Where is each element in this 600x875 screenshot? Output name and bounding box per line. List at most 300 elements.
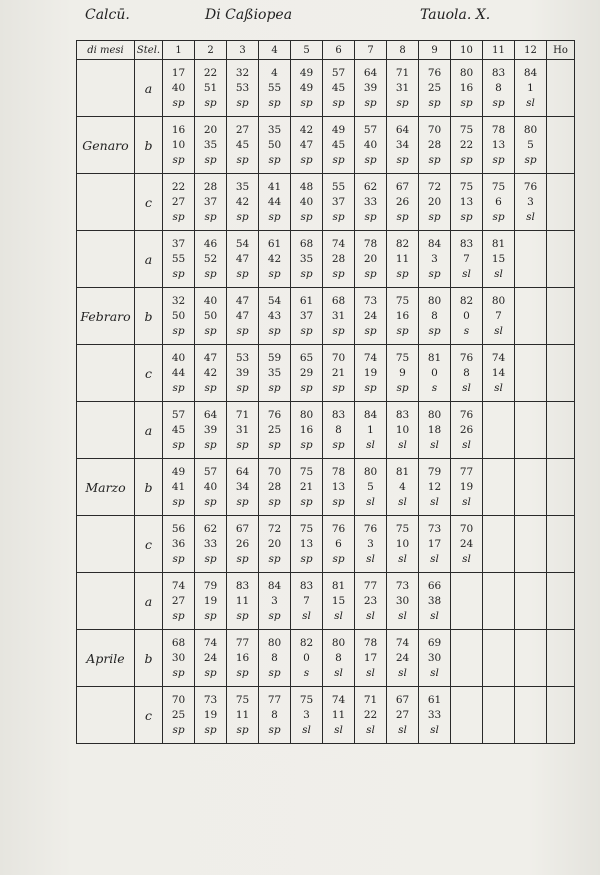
azimuth-value: 9: [399, 366, 406, 379]
value-cell: [483, 687, 515, 744]
empty-cell: [547, 117, 575, 174]
altitude-value: 57: [171, 408, 186, 421]
altitude-value: 74: [203, 636, 218, 649]
value-cell: [259, 288, 291, 345]
altitude-value: 80: [427, 408, 442, 421]
value-cell: [419, 516, 451, 573]
altitude-value: 57: [363, 123, 378, 136]
direction-abbrev: sl: [302, 609, 311, 622]
altitude-value: 54: [235, 237, 250, 250]
altitude-value: 79: [203, 579, 218, 592]
value-cell: [323, 687, 355, 744]
altitude-value: 75: [459, 180, 474, 193]
table-row: [77, 60, 575, 117]
direction-abbrev: sp: [172, 324, 185, 337]
table-row: [77, 117, 575, 174]
azimuth-value: 53: [235, 81, 250, 94]
direction-abbrev: sp: [236, 96, 249, 109]
direction-abbrev: sp: [332, 381, 345, 394]
direction-abbrev: s: [303, 666, 310, 679]
altitude-value: 68: [299, 237, 314, 250]
azimuth-value: 13: [491, 138, 506, 151]
altitude-value: 54: [267, 294, 282, 307]
direction-abbrev: sp: [396, 153, 409, 166]
altitude-value: 28: [203, 180, 218, 193]
value-cell: [387, 288, 419, 345]
azimuth-value: 4: [399, 480, 406, 493]
altitude-value: 71: [395, 66, 410, 79]
azimuth-value: 25: [267, 423, 282, 436]
azimuth-value: 50: [267, 138, 282, 151]
direction-abbrev: sp: [204, 609, 217, 622]
azimuth-value: [451, 651, 482, 666]
azimuth-value: [515, 309, 546, 324]
empty-cell: [547, 345, 575, 402]
azimuth-value: 11: [331, 708, 346, 721]
direction-abbrev: sp: [364, 210, 377, 223]
altitude-value: 80: [491, 294, 506, 307]
azimuth-value: 36: [171, 537, 186, 550]
altitude-value: 64: [203, 408, 218, 421]
azimuth-value: 16: [299, 423, 314, 436]
column-header-hour: 6: [323, 41, 355, 60]
altitude-value: 67: [395, 693, 410, 706]
direction-abbrev: sl: [462, 552, 471, 565]
direction-abbrev: sp: [172, 723, 185, 736]
direction-abbrev: sl: [430, 666, 439, 679]
star-letter: c: [135, 687, 163, 744]
azimuth-value: [515, 537, 546, 552]
altitude-value: 75: [491, 180, 506, 193]
direction-abbrev: sl: [430, 723, 439, 736]
altitude-value: 81: [395, 465, 410, 478]
azimuth-value: 52: [203, 252, 218, 265]
altitude-value: 48: [299, 180, 314, 193]
azimuth-value: 25: [427, 81, 442, 94]
altitude-value: 78: [491, 123, 506, 136]
altitude-value: 32: [171, 294, 186, 307]
direction-abbrev: sl: [398, 666, 407, 679]
column-header-hour: 9: [419, 41, 451, 60]
altitude-value: 62: [363, 180, 378, 193]
table-row: [77, 231, 575, 288]
altitude-value: 37: [171, 237, 186, 250]
altitude-value: 72: [267, 522, 282, 535]
direction-abbrev: sp: [300, 153, 313, 166]
altitude-value: 80: [331, 636, 346, 649]
direction-abbrev: sp: [428, 96, 441, 109]
altitude-value: 64: [235, 465, 250, 478]
azimuth-value: 18: [427, 423, 442, 436]
azimuth-value: 1: [527, 81, 534, 94]
value-cell: [259, 687, 291, 744]
altitude-value: 83: [235, 579, 250, 592]
altitude-value: 82: [459, 294, 474, 307]
value-cell: [451, 402, 483, 459]
altitude-value: 73: [395, 579, 410, 592]
direction-abbrev: sp: [204, 723, 217, 736]
value-cell: [515, 288, 547, 345]
value-cell: [195, 345, 227, 402]
table-row: [77, 687, 575, 744]
star-letter: a: [135, 60, 163, 117]
direction-abbrev: sl: [366, 609, 375, 622]
value-cell: [483, 573, 515, 630]
direction-abbrev: sl: [526, 210, 535, 223]
azimuth-value: 50: [171, 309, 186, 322]
value-cell: [387, 459, 419, 516]
value-cell: [515, 345, 547, 402]
azimuth-value: 45: [235, 138, 250, 151]
value-cell: [387, 630, 419, 687]
empty-cell: [547, 573, 575, 630]
azimuth-value: 19: [459, 480, 474, 493]
star-letter: b: [135, 630, 163, 687]
value-cell: [451, 174, 483, 231]
direction-abbrev: sp: [236, 267, 249, 280]
azimuth-value: [451, 708, 482, 723]
altitude-value: 75: [395, 351, 410, 364]
azimuth-value: 12: [427, 480, 442, 493]
azimuth-value: 22: [363, 708, 378, 721]
azimuth-value: 3: [431, 252, 438, 265]
direction-abbrev: sp: [268, 324, 281, 337]
azimuth-value: 3: [527, 195, 534, 208]
altitude-value: 82: [299, 636, 314, 649]
altitude-value: 74: [171, 579, 186, 592]
altitude-value: 57: [203, 465, 218, 478]
altitude-value: 40: [171, 351, 186, 364]
altitude-value: 35: [267, 123, 282, 136]
value-cell: [323, 288, 355, 345]
value-cell: [291, 573, 323, 630]
star-letter: b: [135, 459, 163, 516]
table-row: [77, 459, 575, 516]
value-cell: [483, 402, 515, 459]
azimuth-value: 0: [431, 366, 438, 379]
azimuth-value: 35: [203, 138, 218, 151]
altitude-value: 80: [459, 66, 474, 79]
altitude-value: 53: [235, 351, 250, 364]
empty-cell: [547, 60, 575, 117]
direction-abbrev: sp: [204, 495, 217, 508]
altitude-value: 32: [235, 66, 250, 79]
altitude-value: [515, 693, 546, 708]
altitude-value: 81: [491, 237, 506, 250]
direction-abbrev: sl: [494, 324, 503, 337]
value-cell: [387, 573, 419, 630]
azimuth-value: 8: [463, 366, 470, 379]
azimuth-value: 8: [271, 708, 278, 721]
direction-abbrev: sp: [460, 96, 473, 109]
azimuth-value: 13: [331, 480, 346, 493]
value-cell: [483, 288, 515, 345]
value-cell: [515, 687, 547, 744]
direction-abbrev: sp: [268, 552, 281, 565]
azimuth-value: 0: [463, 309, 470, 322]
direction-abbrev: sp: [492, 153, 505, 166]
direction-abbrev: sp: [332, 438, 345, 451]
value-cell: [291, 687, 323, 744]
value-cell: [419, 60, 451, 117]
empty-cell: [547, 516, 575, 573]
value-cell: [291, 402, 323, 459]
direction-abbrev: sp: [332, 96, 345, 109]
azimuth-value: 34: [235, 480, 250, 493]
azimuth-value: 7: [495, 309, 502, 322]
value-cell: [227, 459, 259, 516]
altitude-value: 76: [459, 351, 474, 364]
direction-abbrev: sp: [268, 210, 281, 223]
direction-abbrev: [515, 609, 546, 624]
value-cell: [291, 516, 323, 573]
value-cell: [419, 573, 451, 630]
altitude-value: 67: [395, 180, 410, 193]
azimuth-value: 11: [235, 708, 250, 721]
azimuth-value: 24: [459, 537, 474, 550]
azimuth-value: 35: [299, 252, 314, 265]
value-cell: [163, 402, 195, 459]
altitude-value: 84: [363, 408, 378, 421]
altitude-value: 70: [171, 693, 186, 706]
table-row: [77, 630, 575, 687]
direction-abbrev: sp: [460, 210, 473, 223]
value-cell: [355, 174, 387, 231]
value-cell: [163, 573, 195, 630]
month-cell-empty: [77, 402, 135, 459]
value-cell: [227, 516, 259, 573]
month-cell-empty: [77, 174, 135, 231]
table-row: [77, 174, 575, 231]
value-cell: [419, 345, 451, 402]
star-letter: a: [135, 402, 163, 459]
value-cell: [515, 402, 547, 459]
direction-abbrev: sp: [172, 609, 185, 622]
value-cell: [259, 345, 291, 402]
direction-abbrev: sp: [204, 153, 217, 166]
direction-abbrev: sl: [494, 381, 503, 394]
azimuth-value: 20: [363, 252, 378, 265]
azimuth-value: 10: [171, 138, 186, 151]
altitude-value: 80: [267, 636, 282, 649]
azimuth-value: 28: [267, 480, 282, 493]
value-cell: [451, 459, 483, 516]
azimuth-value: [483, 594, 514, 609]
altitude-value: 55: [331, 180, 346, 193]
value-cell: [227, 174, 259, 231]
value-cell: [515, 573, 547, 630]
empty-cell: [547, 402, 575, 459]
altitude-value: 84: [523, 66, 538, 79]
column-header-hour: 7: [355, 41, 387, 60]
azimuth-value: 28: [427, 138, 442, 151]
direction-abbrev: sp: [300, 438, 313, 451]
altitude-value: [451, 636, 482, 651]
direction-abbrev: sp: [172, 267, 185, 280]
altitude-value: [451, 579, 482, 594]
direction-abbrev: sl: [366, 723, 375, 736]
value-cell: [451, 516, 483, 573]
direction-abbrev: sp: [204, 324, 217, 337]
value-cell: [451, 117, 483, 174]
altitude-value: 80: [363, 465, 378, 478]
astronomical-table: [76, 40, 575, 744]
azimuth-value: 21: [299, 480, 314, 493]
value-cell: [515, 117, 547, 174]
direction-abbrev: sp: [268, 96, 281, 109]
column-header-hour: 1: [163, 41, 195, 60]
azimuth-value: 6: [495, 195, 502, 208]
table-row: [77, 345, 575, 402]
direction-abbrev: sl: [462, 495, 471, 508]
altitude-value: 56: [171, 522, 186, 535]
azimuth-value: [483, 480, 514, 495]
running-head-left: Calcū.: [85, 7, 130, 23]
column-header-hour: 10: [451, 41, 483, 60]
value-cell: [419, 231, 451, 288]
value-cell: [451, 630, 483, 687]
azimuth-value: 5: [527, 138, 534, 151]
direction-abbrev: sp: [236, 210, 249, 223]
direction-abbrev: [483, 666, 514, 681]
altitude-value: 70: [331, 351, 346, 364]
star-letter: b: [135, 288, 163, 345]
altitude-value: [483, 693, 514, 708]
direction-abbrev: sp: [364, 324, 377, 337]
direction-abbrev: sl: [398, 438, 407, 451]
direction-abbrev: sp: [428, 324, 441, 337]
direction-abbrev: sp: [332, 495, 345, 508]
azimuth-value: 39: [203, 423, 218, 436]
altitude-value: 71: [235, 408, 250, 421]
direction-abbrev: sl: [398, 552, 407, 565]
value-cell: [195, 60, 227, 117]
altitude-value: 80: [523, 123, 538, 136]
azimuth-value: 13: [299, 537, 314, 550]
direction-abbrev: [483, 723, 514, 738]
azimuth-value: 33: [427, 708, 442, 721]
value-cell: [291, 459, 323, 516]
direction-abbrev: sp: [396, 324, 409, 337]
azimuth-value: 20: [427, 195, 442, 208]
azimuth-value: 33: [203, 537, 218, 550]
azimuth-value: 31: [395, 81, 410, 94]
direction-abbrev: sp: [268, 495, 281, 508]
month-label: Aprile: [77, 630, 135, 687]
direction-abbrev: sp: [236, 324, 249, 337]
direction-abbrev: sp: [268, 153, 281, 166]
value-cell: [227, 60, 259, 117]
azimuth-value: 39: [235, 366, 250, 379]
direction-abbrev: sp: [364, 381, 377, 394]
value-cell: [387, 174, 419, 231]
altitude-value: 74: [331, 237, 346, 250]
empty-cell: [547, 459, 575, 516]
azimuth-value: 15: [331, 594, 346, 607]
altitude-value: 76: [523, 180, 538, 193]
value-cell: [483, 117, 515, 174]
month-cell-empty: [77, 345, 135, 402]
altitude-value: [483, 579, 514, 594]
azimuth-value: 5: [367, 480, 374, 493]
azimuth-value: 21: [331, 366, 346, 379]
direction-abbrev: sl: [334, 666, 343, 679]
direction-abbrev: [515, 324, 546, 339]
value-cell: [419, 402, 451, 459]
direction-abbrev: sp: [492, 96, 505, 109]
value-cell: [163, 516, 195, 573]
direction-abbrev: sp: [236, 609, 249, 622]
value-cell: [195, 630, 227, 687]
value-cell: [515, 231, 547, 288]
azimuth-value: 15: [491, 252, 506, 265]
altitude-value: 78: [363, 237, 378, 250]
azimuth-value: [451, 594, 482, 609]
direction-abbrev: [451, 723, 482, 738]
direction-abbrev: sp: [428, 153, 441, 166]
direction-abbrev: sp: [332, 210, 345, 223]
direction-abbrev: sp: [396, 96, 409, 109]
month-label: Febraro: [77, 288, 135, 345]
star-letter: b: [135, 117, 163, 174]
direction-abbrev: sl: [462, 267, 471, 280]
value-cell: [419, 687, 451, 744]
value-cell: [355, 630, 387, 687]
azimuth-value: 22: [459, 138, 474, 151]
direction-abbrev: sp: [172, 381, 185, 394]
azimuth-value: [483, 537, 514, 552]
direction-abbrev: sp: [524, 153, 537, 166]
direction-abbrev: sp: [268, 666, 281, 679]
altitude-value: 73: [363, 294, 378, 307]
value-cell: [259, 117, 291, 174]
value-cell: [259, 516, 291, 573]
altitude-value: 84: [267, 579, 282, 592]
azimuth-value: 29: [299, 366, 314, 379]
direction-abbrev: s: [463, 324, 470, 337]
direction-abbrev: sp: [300, 267, 313, 280]
value-cell: [483, 231, 515, 288]
azimuth-value: 55: [267, 81, 282, 94]
value-cell: [259, 573, 291, 630]
altitude-value: [515, 408, 546, 423]
value-cell: [387, 402, 419, 459]
altitude-value: 75: [395, 294, 410, 307]
value-cell: [483, 459, 515, 516]
value-cell: [195, 516, 227, 573]
value-cell: [163, 345, 195, 402]
value-cell: [323, 345, 355, 402]
value-cell: [387, 117, 419, 174]
altitude-value: 82: [395, 237, 410, 250]
azimuth-value: [515, 480, 546, 495]
azimuth-value: 37: [203, 195, 218, 208]
empty-cell: [547, 687, 575, 744]
altitude-value: 76: [331, 522, 346, 535]
running-head-title: Di Caßiopea: [205, 7, 293, 23]
value-cell: [227, 687, 259, 744]
azimuth-value: 51: [203, 81, 218, 94]
value-cell: [419, 117, 451, 174]
altitude-value: 68: [171, 636, 186, 649]
azimuth-value: 41: [171, 480, 186, 493]
value-cell: [323, 231, 355, 288]
direction-abbrev: sp: [300, 96, 313, 109]
value-cell: [515, 516, 547, 573]
value-cell: [451, 573, 483, 630]
direction-abbrev: [483, 552, 514, 567]
altitude-value: 76: [427, 66, 442, 79]
